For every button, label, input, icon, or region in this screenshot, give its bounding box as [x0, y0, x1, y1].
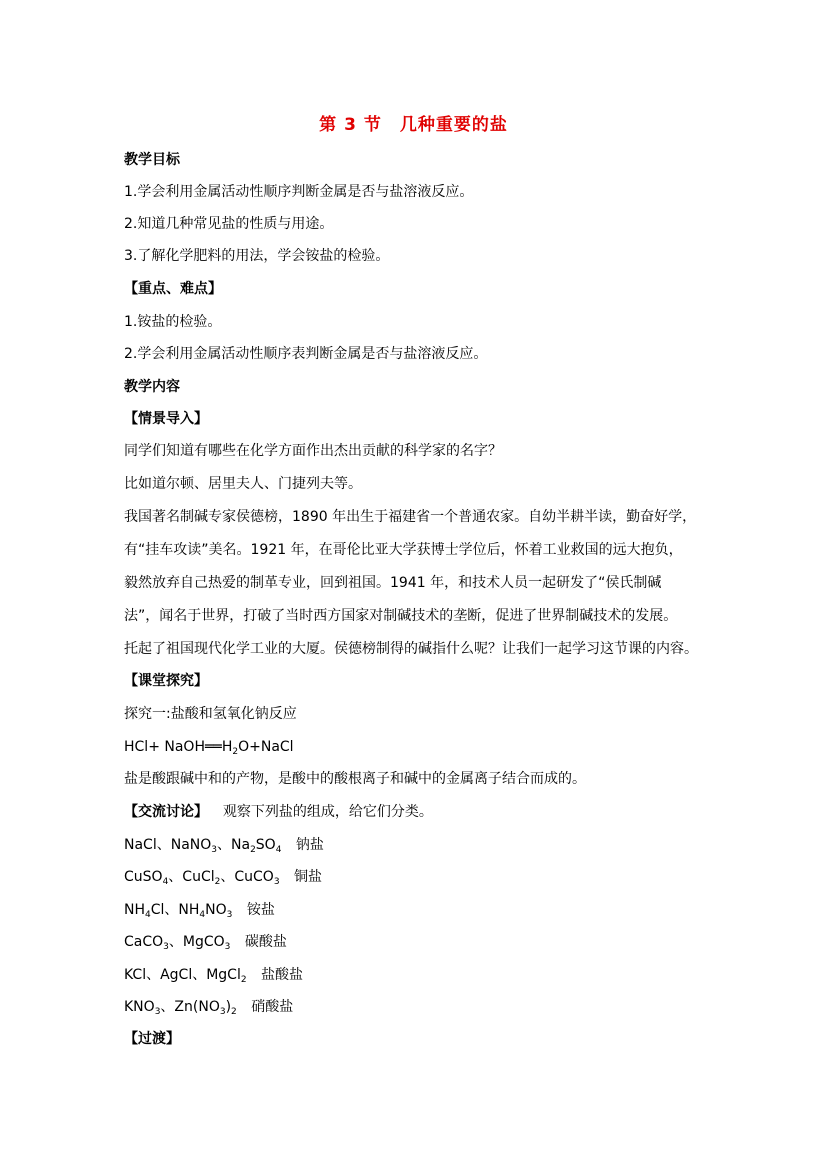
intro-paragraph-line: 毅然放弃自己热爱的制革专业，回到祖国。1941 年，和技术人员一起研发了“侯氏制碱	[124, 575, 662, 591]
formula-text: SO	[255, 837, 276, 853]
subscript: 2	[250, 845, 256, 855]
salt-group-carbonate	[124, 932, 287, 957]
section-heading-content: 教学内容	[124, 379, 180, 395]
section-heading-discussion: 【交流讨论】	[124, 804, 208, 820]
explore-item: 探究一:盐酸和氢氧化钠反应	[124, 706, 297, 722]
formula-text: Cl、NH	[150, 902, 200, 918]
key-point-item: 1.铵盐的检验。	[124, 314, 222, 330]
salt-category-label: 碳酸盐	[244, 934, 287, 950]
formula-text: CuSO	[124, 869, 163, 885]
salt-definition: 盐是酸跟碱中和的产物，是酸中的酸根离子和碱中的金属离子结合而成的。	[124, 771, 586, 787]
subscript: 2	[231, 1007, 237, 1017]
section-heading-transition: 【过渡】	[124, 1031, 180, 1047]
section-heading-key-points: 【重点、难点】	[124, 281, 222, 297]
intro-paragraph-line: 比如道尔顿、居里夫人、门捷列夫等。	[124, 476, 362, 492]
subscript: 3	[273, 877, 280, 887]
formula-text: 、Na	[217, 837, 251, 853]
subscript: 3	[163, 942, 169, 952]
subscript: 3	[154, 1007, 161, 1017]
chemical-equation	[124, 737, 294, 762]
page-title: 第 3 节 几种重要的盐	[319, 115, 508, 135]
formula-text: 、CuCl	[168, 869, 215, 885]
subscript: 3	[211, 845, 217, 855]
subscript: 2	[214, 877, 221, 887]
formula-text: KCl、AgCl、MgCl	[124, 967, 241, 983]
formula-text: NaCl、NaNO	[124, 837, 212, 853]
formula-text: 、MgCO	[168, 934, 225, 950]
formula-text: 、CuCO	[220, 869, 274, 885]
discussion-line	[124, 802, 433, 822]
equation-reactants: HCl+ NaOH	[124, 739, 205, 755]
subscript: 2	[232, 747, 239, 757]
salt-category-label: 钠盐	[295, 837, 324, 853]
salt-group-ammonium	[124, 900, 275, 925]
salt-category-label: 铵盐	[246, 902, 275, 918]
intro-paragraph-line: 有“挂车攻读”美名。1921 年，在哥伦比亚大学获博士学位后，怀着工业救国的远大抱负，	[124, 542, 683, 558]
goal-item: 1.学会利用金属活动性顺序判断金属是否与盐溶液反应。	[124, 184, 474, 200]
formula-text: CaCO	[124, 934, 164, 950]
salt-group-nitrate	[124, 997, 293, 1022]
intro-paragraph-line: 托起了祖国现代化学工业的大厦。侯德榜制得的碱指什么呢？让我们一起学习这节课的内容。	[124, 641, 698, 657]
formula-text: KNO	[124, 999, 155, 1015]
subscript: 4	[145, 910, 151, 920]
intro-paragraph-line: 同学们知道有哪些在化学方面作出杰出贡献的科学家的名字？	[124, 443, 502, 459]
subscript: 4	[275, 845, 282, 855]
section-heading-intro: 【情景导入】	[124, 411, 208, 427]
formula-text: NH	[124, 902, 145, 918]
salt-category-label: 硝酸盐	[251, 999, 294, 1015]
formula-text: 、Zn(NO	[160, 999, 220, 1015]
subscript: 4	[162, 877, 169, 887]
subscript: 2	[240, 975, 247, 985]
intro-paragraph-line: 法”，闻名于世界，打破了当时西方国家对制碱技术的垄断，促进了世界制碱技术的发展。	[124, 608, 678, 624]
key-point-item: 2.学会利用金属活动性顺序表判断金属是否与盐溶液反应。	[124, 346, 488, 362]
intro-paragraph-line: 我国著名制碱专家侯德榜，1890 年出生于福建省一个普通农家。自幼半耕半读，勤奋好学，	[124, 509, 697, 525]
goal-item: 2.知道几种常见盐的性质与用途。	[124, 216, 334, 232]
formula-text: )	[225, 999, 232, 1015]
subscript: 4	[199, 910, 206, 920]
salt-group-copper	[124, 867, 322, 892]
salt-category-label: 铜盐	[294, 869, 322, 885]
section-heading-explore: 【课堂探究】	[124, 673, 208, 689]
formula-text: NO	[205, 902, 227, 918]
equation-arrow: ══	[204, 739, 222, 755]
goal-item: 3.了解化学肥料的用法，学会铵盐的检验。	[124, 248, 390, 264]
subscript: 3	[219, 1007, 226, 1017]
salt-group-sodium	[124, 835, 324, 860]
salt-group-chloride	[124, 965, 303, 990]
subscript: 3	[226, 910, 233, 920]
salt-category-label: 盐酸盐	[261, 967, 304, 983]
equation-product: H	[221, 739, 233, 755]
discussion-text: 观察下列盐的组成，给它们分类。	[222, 804, 433, 820]
equation-product: O+NaCl	[238, 739, 294, 755]
section-heading-goals: 教学目标	[124, 152, 180, 168]
subscript: 3	[224, 942, 231, 952]
